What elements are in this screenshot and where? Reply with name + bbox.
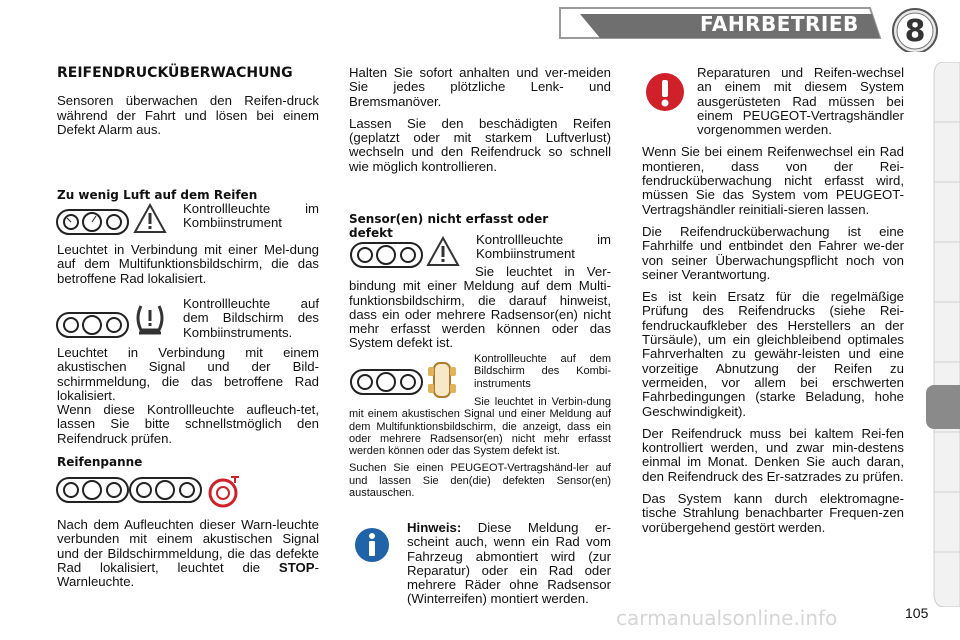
chapter-8-tab[interactable] xyxy=(926,385,960,429)
hint-label: Hinweis: xyxy=(407,520,462,535)
paragraph-driver-aid: Die Reifendrucküberwachung ist eine Fahrhilfe und entbindet den Fahrer we-der von seiner Überwachungspflicht noch von seiner Verantwortung. xyxy=(642,223,904,282)
paragraph-sensor-message: Sie leuchtet in Ver-bindung mit einer Meldung auf dem Multi-funktionsbildschirm, die darauf hinweist, dass ein oder mehrere Radsensor(en) nicht mehr erfasst werden können oder das System defekt ist. xyxy=(349,264,611,351)
dashboard-cluster-icon xyxy=(128,475,203,505)
page-number: 105 xyxy=(905,605,929,621)
dashboard-cluster-icon xyxy=(55,475,130,505)
paragraph-reinitialise: Wenn Sie bei einem Reifenwechsel ein Rad montieren, dass von der Rei-fendrucküberwachung nicht erfasst wird, müssen Sie das System vom PEUGEOT-Vertragshändler reinitiali-sieren lassen. xyxy=(642,144,904,217)
dashboard-cluster-icon xyxy=(349,367,424,397)
stop-label: STOP xyxy=(278,559,315,575)
paragraph-acoustic-signal: Leuchtet in Verbindung mit einem akustischen Signal und der Bild-schirmmeldung, die das betroffene Rad lokalisiert. xyxy=(57,345,319,403)
dashboard-cluster-icon xyxy=(55,310,130,340)
paragraph-low-pressure: Leuchtet in Verbindung mit einer Mel-dung auf dem Multifunktionsbildschirm, die das betroffene Rad lokalisiert. xyxy=(57,242,319,286)
chapter-tab-rail xyxy=(930,62,960,607)
hint-paragraph: Hinweis: Diese Meldung er-scheint auch, wenn ein Rad vom Fahrzeug abmontiert wird (zur Reparatur) oder ein Rad oder mehrere Räder ohne Radsensor (Winterreifen) montiert werden. xyxy=(407,520,611,607)
subheading-sensor-not-detected: Sensor(en) nicht erfasst oder defekt xyxy=(349,212,549,241)
lamp-description-1: Kontrollleuchte im Kombiinstrument xyxy=(183,201,319,231)
watermark: carmanualsonline.info xyxy=(616,606,838,630)
dashboard-cluster-icon xyxy=(55,207,130,237)
warning-triangle-icon xyxy=(426,236,460,268)
chapter-title: FAHRBETRIEB xyxy=(700,12,859,36)
paragraph-dealer-replace: Suchen Sie einen PEUGEOT-Vertragshänd-ler auf und lassen Sie den(die) defekten Sensor(en) austauschen. xyxy=(349,462,611,500)
lamp-description-3: Kontrollleuchte im Kombiinstrument xyxy=(476,232,611,262)
paragraph-cold-tyres: Der Reifendruck muss bei kaltem Rei-fen kontrolliert werden, und zwar min-destens einmal im Monat. Denken Sie auch daran, den Reifendruck des Er-satzrades zu prüfen. xyxy=(642,425,904,484)
paragraph-sensor-acoustic: Sie leuchtet in Verbin-dung mit einem akustischen Signal und einer Meldung auf dem Multifunktionsbildschirm, die anzeigt, dass ein oder mehrere Radsensor(en) nicht mehr erfasst werden können oder das System defekt ist. xyxy=(349,396,611,458)
chapter-number: 8 xyxy=(904,14,926,49)
paragraph-check-pressure: Wenn diese Kontrollleuchte aufleuch-tet, lassen Sie bitte schnellstmöglich den Reifendruck prüfen. xyxy=(57,402,319,446)
flat-tyre-red-icon xyxy=(205,473,243,509)
paragraph-repairs-dealer: Reparaturen und Reifen-wechsel an einem mit diesem System ausgerüsteten Rad müssen bei einem PEUGEOT-Vertragshändler vorgenommen werden. xyxy=(697,65,904,138)
section-title: REIFENDRUCKÜBERWACHUNG xyxy=(57,65,293,81)
warning-triangle-icon xyxy=(133,203,167,235)
paragraph-puncture-warning: Nach dem Aufleuchten dieser Warn-leuchte verbunden mit einem akustischen Signal und der Bildschirmmeldung, die das defekte Rad lokalisiert, leuchtet die STOP-Warnleuchte. xyxy=(57,517,319,590)
subheading-puncture: Reifenpanne xyxy=(57,455,143,470)
paragraph-stop-immediately: Halten Sie sofort anhalten und ver-meiden Sie jedes plötzliche Lenk- und Bremsmanöver. xyxy=(349,65,611,109)
lamp-description-4: Kontrollleuchte auf dem Bildschirm des Kombi-instruments xyxy=(474,353,611,390)
intro-paragraph: Sensoren überwachen den Reifen-druck während der Fahrt und lösen bei einem Defekt Alarm aus. xyxy=(57,93,319,137)
paragraph-interference: Das System kann durch elektromagne-tische Strahlung benachbarter Frequen-zen vorübergehend gestört werden. xyxy=(642,491,904,535)
paragraph-replace-tyre: Lassen Sie den beschädigten Reifen (geplatzt oder mit starkem Luftverlust) wechseln und den Reifendruck so schnell wie möglich kontrollieren. xyxy=(349,115,611,174)
subheading-low-pressure: Zu wenig Luft auf dem Reifen xyxy=(57,188,258,203)
lamp-description-2: Kontrollleuchte auf dem Bildschirm des Kombiinstruments. xyxy=(183,296,319,340)
tyre-pressure-warning-icon xyxy=(133,300,167,336)
paragraph-regular-check: Es ist kein Ersatz für die regelmäßige Prüfung des Reifendrucks (siehe Rei-fendruckaufkleber des Herstellers an der Türsäule), um ein gleichbleibend optimales Fahrverhalten zu gewähr-leisten und eine vorzeitige Abnutzung der Reifen zu vermeiden, vor allem bei erschwerten Fahrbedingungen (starke Beladung, hohe Geschwindigkeit). xyxy=(642,289,904,419)
